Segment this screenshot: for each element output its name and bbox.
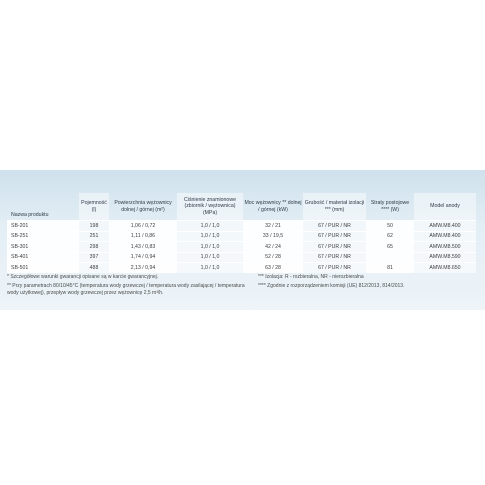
cell-coil-area: 1,11 / 0,86	[109, 231, 177, 242]
cell-capacity: 251	[79, 231, 109, 242]
cell-capacity: 397	[79, 252, 109, 263]
cell-coil-power: 33 / 19,5	[243, 231, 303, 242]
cell-standby-loss: 81	[366, 263, 414, 273]
cell-anode-model: AMW.M8.650	[414, 263, 476, 273]
cell-coil-area: 1,74 / 0,94	[109, 252, 177, 263]
cell-standby-loss	[366, 252, 414, 263]
cell-pressure: 1,0 / 1,0	[177, 231, 243, 242]
header-anode-model: Model anody	[414, 193, 476, 221]
cell-capacity: 488	[79, 263, 109, 273]
table-row	[7, 242, 476, 253]
product-spec-table	[7, 193, 476, 273]
cell-coil-power: 52 / 28	[243, 252, 303, 263]
cell-pressure: 1,0 / 1,0	[177, 263, 243, 273]
header-standby-loss: Straty postojowe **** (W)	[366, 193, 414, 221]
cell-pressure: 1,0 / 1,0	[177, 242, 243, 253]
footnotes-left	[7, 274, 247, 299]
cell-anode-model: AMW.M8.400	[414, 221, 476, 232]
cell-pressure: 1,0 / 1,0	[177, 252, 243, 263]
cell-capacity: 198	[79, 221, 109, 232]
cell-capacity: 298	[79, 242, 109, 253]
cell-anode-model: AMW.M8.500	[414, 242, 476, 253]
header-product-name: Nazwa produktu	[7, 193, 79, 221]
cell-insulation: 67 / PUR / NR	[303, 242, 366, 253]
cell-product-name: SB-301	[7, 242, 79, 253]
cell-insulation: 67 / PUR / NR	[303, 263, 366, 273]
cell-insulation: 67 / PUR / NR	[303, 231, 366, 242]
cell-coil-power: 32 / 21	[243, 221, 303, 232]
footnote-insulation: *** Izolacja: R - rozbieralna, NR - nierozbieralna	[258, 274, 364, 280]
header-pressure: Ciśnienie znamionowe (zbiornik / wężownica) (MPa)	[177, 193, 243, 221]
cell-standby-loss: 62	[366, 231, 414, 242]
table-row	[7, 221, 476, 232]
footnote-warranty: * Szczegółowe warunki gwarancji opisane są w karcie gwarancyjnej.	[7, 274, 159, 280]
footnote-coil-power-conditions: ** Przy parametrach 80/10/45°C (temperatura wody grzewczej / temperatura wody zasilającej / temperatura wody użytkowej), przepływ wody grzewczej przez wężownicę 2,5 m³/h.	[7, 282, 245, 296]
cell-pressure: 1,0 / 1,0	[177, 221, 243, 232]
cell-product-name: SB-251	[7, 231, 79, 242]
footnote-regulation: **** Zgodnie z rozporządzeniem komisji (UE) 812/2013, 814/2013.	[258, 282, 405, 289]
cell-standby-loss: 65	[366, 242, 414, 253]
cell-anode-model: AMW.M8.590	[414, 252, 476, 263]
header-coil-power: Moc wężownicy ** dolnej / górnej (kW)	[243, 193, 303, 221]
table-row	[7, 231, 476, 242]
cell-insulation: 67 / PUR / NR	[303, 221, 366, 232]
cell-product-name: SB-201	[7, 221, 79, 232]
footnotes-right	[258, 274, 478, 292]
table-row	[7, 263, 476, 273]
cell-coil-power: 42 / 24	[243, 242, 303, 253]
header-insulation: Grubość / materiał izolacji *** (mm)	[303, 193, 366, 221]
cell-coil-area: 1,43 / 0,83	[109, 242, 177, 253]
cell-coil-area: 2,13 / 0,94	[109, 263, 177, 273]
cell-insulation: 67 / PUR / NR	[303, 252, 366, 263]
table-row	[7, 252, 476, 263]
header-coil-area: Powierzchnia wężownicy dolnej / górnej (m²)	[109, 193, 177, 221]
cell-standby-loss: 50	[366, 221, 414, 232]
cell-coil-power: 63 / 28	[243, 263, 303, 273]
table-header-row	[7, 193, 476, 221]
cell-anode-model: AMW.M8.400	[414, 231, 476, 242]
header-capacity: Pojemność (l)	[79, 193, 109, 221]
cell-product-name: SB-501	[7, 263, 79, 273]
cell-coil-area: 1,06 / 0,72	[109, 221, 177, 232]
cell-product-name: SB-401	[7, 252, 79, 263]
